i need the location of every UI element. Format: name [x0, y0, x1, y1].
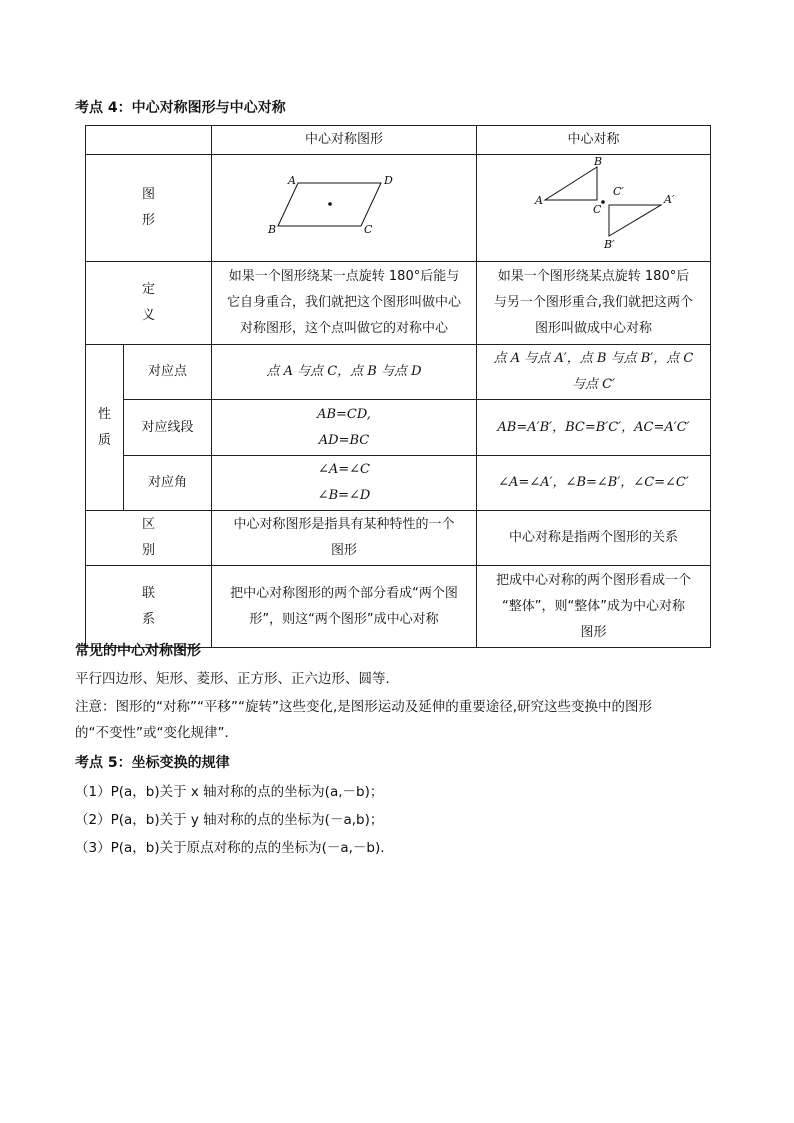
note-line-1: 注意：图形的“对称”“平移”“旋转”这些变化,是图形运动及延伸的重要途径,研究这些变换中的图形: [75, 699, 653, 715]
definition-symmetry-line: 图形叫做成中心对称: [534, 321, 652, 336]
angles-symmetry-cell: [477, 456, 711, 511]
header-central-symmetric-figure: 中心对称图形: [212, 126, 477, 155]
definition-figure-line: 对称图形，这个点叫做它的对称中心: [239, 321, 448, 336]
relation-symmetry-line: “整体”，则“整体”成为中心对称: [502, 598, 685, 614]
points-symmetry-cell: [477, 345, 711, 400]
angles-figure-cell: [212, 456, 477, 511]
relation-symmetry-line: 图形: [580, 624, 607, 640]
property-row-label: [86, 345, 124, 511]
label-A: A: [288, 174, 296, 187]
triangles-cell: [477, 155, 711, 262]
difference-row: [86, 511, 711, 566]
segments-symmetry-cell: [477, 400, 711, 456]
property-label-line1: 性: [97, 406, 111, 422]
relation-label-line1: 联: [141, 585, 155, 601]
definition-symmetry-line: 如果一个图形绕某点旋转 180°后: [497, 269, 690, 284]
difference-label-line1: 区: [141, 517, 155, 532]
difference-row-label: [86, 511, 212, 566]
relation-symmetry-line: 把成中心对称的两个图形看成一个: [495, 572, 691, 588]
difference-symmetry-cell: [477, 511, 711, 566]
label-B: B: [593, 155, 602, 168]
segments-figure-cell: [212, 400, 477, 456]
definition-symmetry-cell: [477, 262, 711, 345]
sub-label-angles: 对应角: [124, 456, 212, 511]
label-C-prime: C′: [612, 185, 624, 198]
triangle-ABC: [545, 167, 597, 200]
relation-figure-line: 把中心对称图形的两个部分看成“两个图: [230, 585, 458, 601]
angles-symmetry-line: ∠A=∠A′，∠B=∠B′，∠C=∠C′: [498, 475, 689, 490]
label-B: B: [268, 223, 277, 236]
relation-row-label: [86, 566, 212, 648]
points-symmetry-line: 点 A 与点 A′，点 B 与点 B′，点 C: [493, 351, 694, 366]
relation-figure-line: 形”，则这“两个图形”成中心对称: [249, 611, 439, 627]
definition-figure-line: 如果一个图形绕某一点旋转 180°后能与: [228, 269, 460, 284]
definition-row: [86, 262, 711, 345]
coordinate-rule-1: （1）P(a，b)关于 x 轴对称的点的坐标为(a,－b)；: [75, 784, 384, 800]
sub-label-segments: 对应线段: [124, 400, 212, 456]
definition-figure-line: 它自身重合，我们就把这个图形叫做中心: [226, 295, 461, 310]
label-C: C: [592, 203, 601, 216]
common-shapes-list: 平行四边形、矩形、菱形、正方形、正六边形、圆等．: [75, 671, 399, 687]
property-row-points: [86, 345, 711, 400]
figure-row: [86, 155, 711, 262]
angles-figure-line: ∠A=∠C: [317, 462, 370, 477]
angles-figure-line: ∠B=∠D: [317, 488, 371, 503]
definition-label-line2: 义: [141, 308, 155, 323]
label-B-prime: B′: [603, 238, 615, 251]
comparison-table: [85, 125, 711, 648]
parallelogram-cell: [212, 155, 477, 262]
segments-symmetry-line: AB=A′B′，BC=B′C′，AC=A′C′: [497, 419, 690, 435]
relation-symmetry-cell: [477, 566, 711, 648]
section4-title: 考点 4：中心对称图形与中心对称: [75, 100, 286, 116]
label-A: A: [534, 194, 543, 207]
symmetry-center-point: [601, 200, 605, 204]
relation-row: [86, 566, 711, 648]
property-label-line2: 质: [97, 432, 111, 448]
figure-row-label: [86, 155, 212, 262]
figure-label-line1: 图: [141, 187, 155, 202]
triangles-figure: [499, 155, 689, 251]
segments-figure-line: AB=CD,: [317, 406, 371, 422]
note-line-2: 的“不变性”或“变化规律”．: [75, 725, 238, 741]
points-symmetry-line: 与点 C′: [571, 377, 616, 392]
segments-figure-line: AD=BC: [318, 432, 370, 448]
section5-title: 考点 5：坐标变换的规律: [75, 755, 230, 771]
label-D: D: [384, 174, 393, 187]
definition-row-label: [86, 262, 212, 345]
figure-label-line2: 形: [141, 213, 155, 228]
sub-label-points: 对应点: [124, 345, 212, 400]
property-row-angles: [86, 456, 711, 511]
header-empty-cell: [86, 126, 212, 155]
difference-label-line2: 别: [141, 543, 155, 558]
parallelogram-figure: [244, 163, 444, 243]
definition-label-line1: 定: [141, 282, 155, 297]
label-C: C: [364, 223, 373, 236]
triangle-A1B1C1: [609, 205, 661, 236]
common-shapes-title: 常见的中心对称图形: [75, 643, 201, 659]
difference-figure-cell: [212, 511, 477, 566]
difference-figure-line: 中心对称图形是指具有某种特性的一个: [233, 517, 455, 532]
coordinate-rule-3: （3）P(a，b)关于原点对称的点的坐标为(－a,－b)．: [75, 840, 394, 856]
difference-figure-line: 图形: [330, 543, 357, 558]
parallelogram-center-point: [328, 202, 332, 206]
difference-symmetry-line: 中心对称是指两个图形的关系: [508, 530, 678, 545]
definition-symmetry-line: 与另一个图形重合,我们就把这两个: [493, 295, 694, 310]
property-row-segments: [86, 400, 711, 456]
relation-label-line2: 系: [141, 611, 155, 627]
label-A-prime: A′: [663, 193, 674, 206]
coordinate-rule-2: （2）P(a，b)关于 y 轴对称的点的坐标为(－a,b)；: [75, 812, 384, 828]
points-figure-cell: [212, 345, 477, 400]
definition-figure-cell: [212, 262, 477, 345]
header-row: [86, 126, 711, 155]
points-figure-line: 点 A 与点 C，点 B 与点 D: [266, 364, 422, 379]
relation-figure-cell: [212, 566, 477, 648]
header-central-symmetry: 中心对称: [477, 126, 711, 155]
